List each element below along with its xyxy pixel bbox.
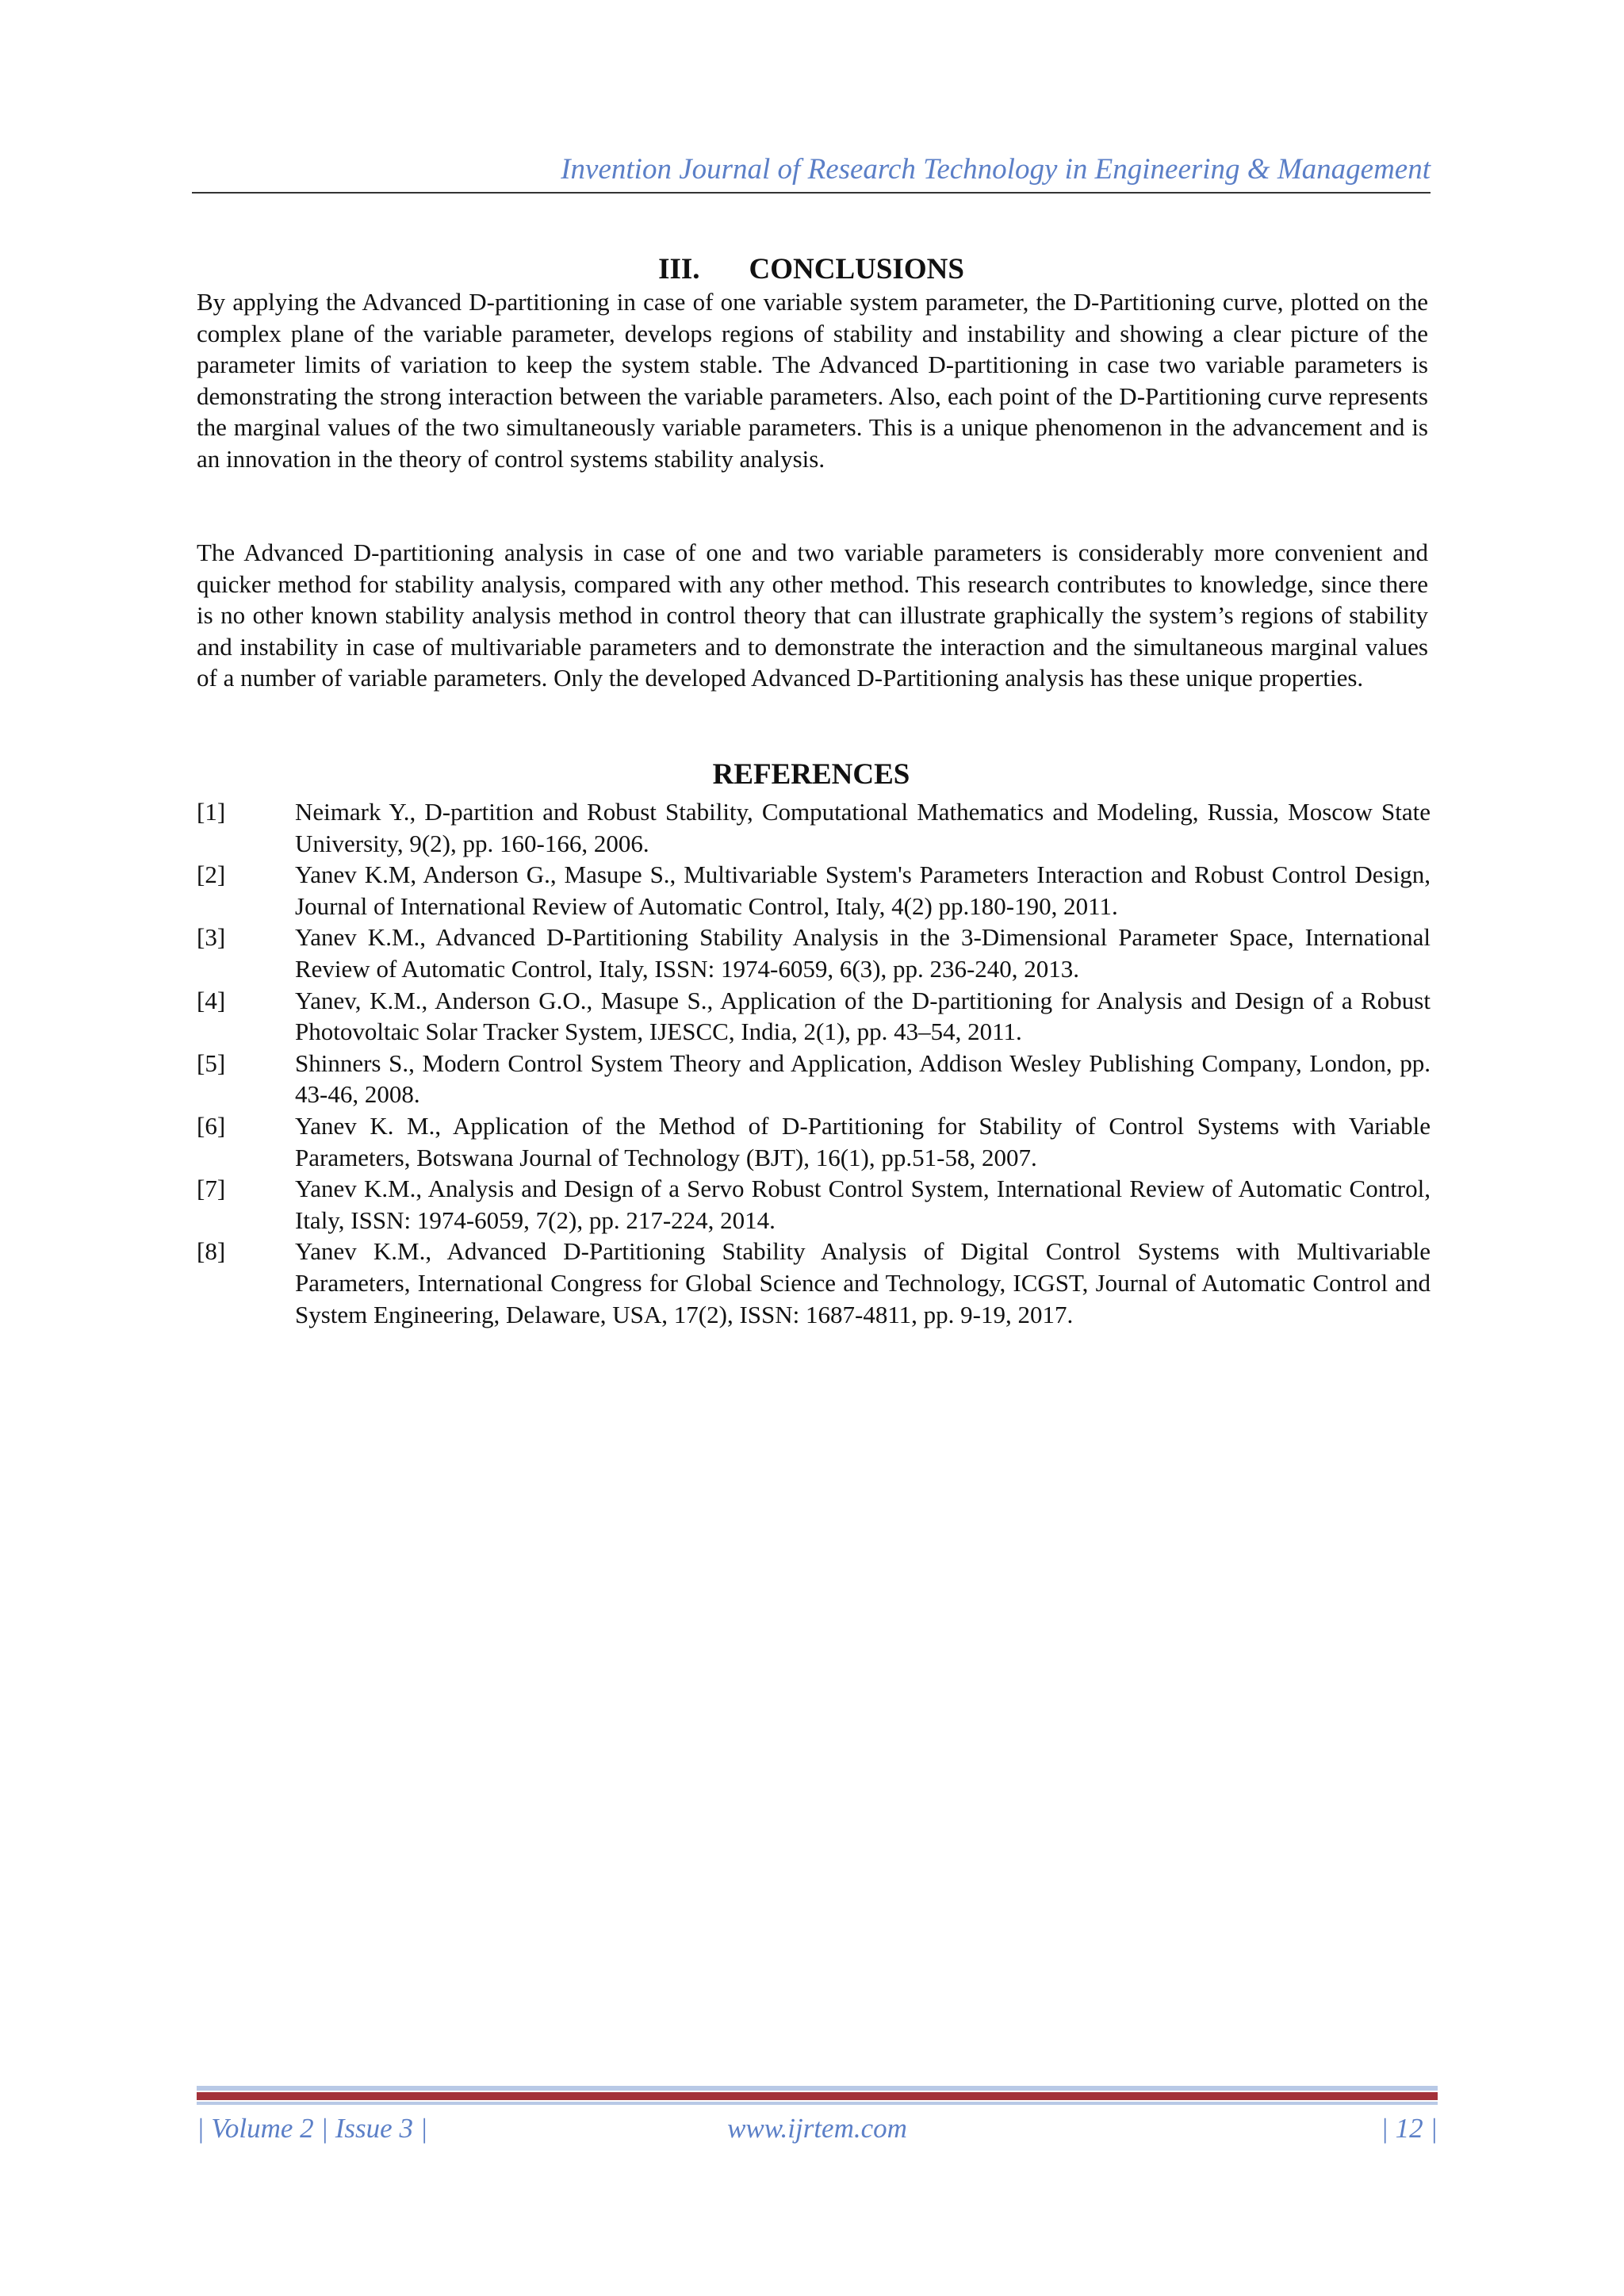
reference-item <box>197 1048 1431 1110</box>
conclusions-paragraph-2: The Advanced D-partitioning analysis in case of one and two variable parameters is considerably more convenient and quicker method for stability analysis, compared with any other method. This research contributes to knowledge, since there is no other known stability analysis method in control theory that can illustrate graphically the system’s regions of stability and instability in case of multivariable parameters and to demonstrate the interaction and the simultaneous marginal values of a number of variable parameters. Only the developed Advanced D-Partitioning analysis has these unique properties. <box>197 539 1428 692</box>
header-rule <box>192 192 1431 194</box>
reference-text: Yanev K.M., Analysis and Design of a Servo Robust Control System, International Review of Automatic Control, Italy, ISSN: 1974-6059, 7(2), pp. 217-224, 2014. <box>295 1175 1431 1234</box>
reference-number: [7] <box>197 1175 226 1203</box>
reference-number: [1] <box>197 798 226 826</box>
reference-text: Yanev K.M., Advanced D-Partitioning Stability Analysis of Digital Control Systems with Multivariable Parameters, International Congress for Global Science and Technology, ICGST, Journal of Automatic Control and System Engineering, Delaware, USA, 17(2), ISSN: 1687-4811, pp. 9-19, 2017. <box>295 1237 1431 1328</box>
footer-volume-issue: | Volume 2 | Issue 3 | <box>197 2113 428 2144</box>
reference-item <box>197 796 1431 859</box>
footer-website-link[interactable]: www.ijrtem.com <box>727 2113 907 2144</box>
reference-number: [4] <box>197 986 226 1014</box>
reference-item <box>197 859 1431 922</box>
reference-text: Neimark Y., D-partition and Robust Stability, Computational Mathematics and Modeling, Russia, Moscow State University, 9(2), pp. 160-166, 2006. <box>295 798 1431 857</box>
references-heading: REFERENCES <box>712 758 910 791</box>
reference-number: [6] <box>197 1111 226 1140</box>
reference-number: [2] <box>197 861 226 889</box>
reference-item <box>197 1173 1431 1236</box>
footer-page-number: | 12 | <box>1381 2113 1438 2144</box>
reference-item <box>197 922 1431 984</box>
reference-text: Yanev K.M, Anderson G., Masupe S., Multivariable System's Parameters Interaction and Robust Control Design, Journal of International Review of Automatic Control, Italy, 4(2) pp.180-190, 2011. <box>295 861 1431 920</box>
page-footer <box>197 2110 1438 2148</box>
reference-text: Shinners S., Modern Control System Theory and Application, Addison Wesley Publishing Company, London, pp. 43-46, 2008. <box>295 1048 1431 1109</box>
reference-number: [8] <box>197 1237 226 1266</box>
reference-text: Yanev K.M., Advanced D-Partitioning Stability Analysis in the 3-Dimensional Parameter Space, International Review of Automatic Control, Italy, ISSN: 1974-6059, 6(3), pp. 236-240, 2013. <box>295 923 1431 983</box>
reference-item <box>197 985 1431 1048</box>
footer-rule-red <box>197 2092 1438 2100</box>
footer-rule-top <box>197 2086 1438 2091</box>
reference-text: Yanev, K.M., Anderson G.O., Masupe S., Application of the D-partitioning for Analysis and Design of a Robust Photovoltaic Solar Tracker System, IJESCC, India, 2(1), pp. 43–54, 2011. <box>295 986 1431 1046</box>
reference-item <box>197 1110 1431 1173</box>
reference-text: Yanev K. M., Application of the Method of D-Partitioning for Stability of Control Systems with Variable Parameters, Botswana Journal of Technology (BJT), 16(1), pp.51-58, 2007. <box>295 1111 1431 1171</box>
reference-item <box>197 1236 1431 1330</box>
reference-number: [3] <box>197 923 226 952</box>
reference-list <box>197 796 1431 1330</box>
conclusions-heading <box>192 251 1431 289</box>
section-title: CONCLUSIONS <box>749 253 964 286</box>
conclusions-paragraph-1: By applying the Advanced D-partitioning in case of one variable system parameter, the D-Partitioning curve, plotted on the complex plane of the variable parameter, develops regions of stability and instability and showing a clear picture of the parameter limits of variation to keep the system stable. The Advanced D-partitioning in case two variable parameters is demonstrating the strong interaction between the variable parameters. Also, each point of the D-Partitioning curve represents the marginal values of the two simultaneously variable parameters. This is a unique phenomenon in the advancement and is an innovation in the theory of control systems stability analysis. <box>197 288 1428 473</box>
running-header: Invention Journal of Research Technology in Engineering & Management <box>561 153 1431 186</box>
reference-number: [5] <box>197 1048 226 1077</box>
footer-rule-bottom <box>197 2102 1438 2105</box>
section-number: III. <box>658 253 700 286</box>
